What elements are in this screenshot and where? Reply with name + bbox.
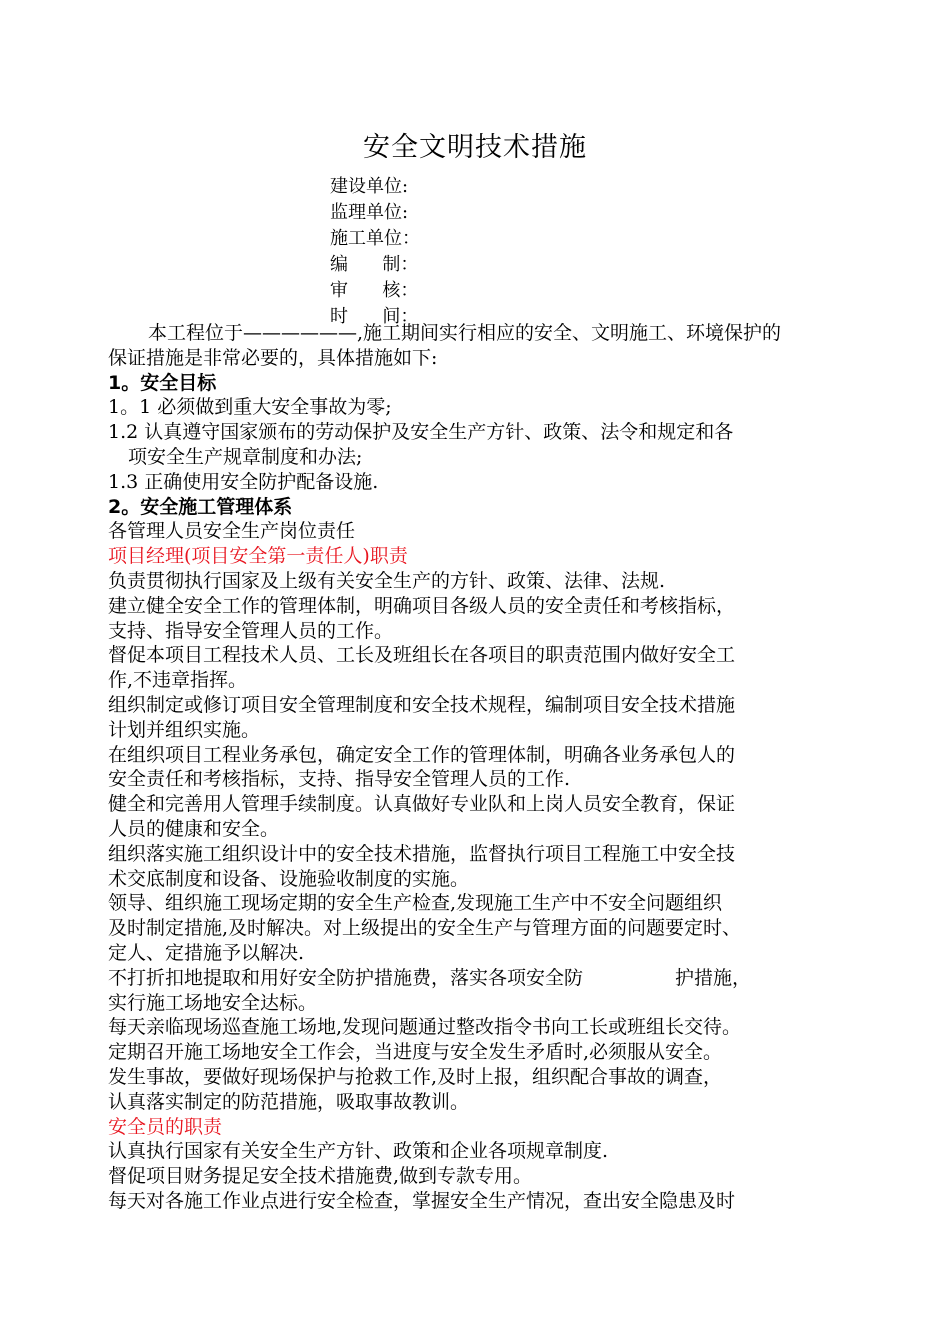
intro-line: 保证措施是非常必要的，具体措施如下: bbox=[108, 346, 438, 369]
goal-item: 1.3 正确使用安全防护配备设施. bbox=[108, 470, 379, 493]
pm-duty-line: 组织落实施工组织设计中的安全技术措施，监督执行项目工程施工中安全技 bbox=[108, 842, 736, 865]
safety-officer-duty-line: 督促项目财务提足安全技术措施费,做到专款专用。 bbox=[108, 1165, 533, 1188]
document-body bbox=[108, 321, 868, 1214]
safety-officer-duty-line: 认真执行国家有关安全生产方针、政策和企业各项规章制度. bbox=[108, 1140, 609, 1163]
pm-duty-line: 领导、组织施工现场定期的安全生产检查,发现施工生产中不安全问题组织 bbox=[108, 892, 723, 915]
pm-duty-line: 安全责任和考核指标，支持、指导安全管理人员的工作. bbox=[108, 768, 571, 791]
supervision-unit-label: 监理单位: bbox=[330, 202, 409, 223]
pm-duty-line: 定人、定措施予以解决. bbox=[108, 941, 305, 964]
goal-item: 1。1 必须做到重大安全事故为零; bbox=[108, 396, 392, 419]
pm-duty-line: 及时制定措施,及时解决。对上级提出的安全生产与管理方面的问题要定时、 bbox=[108, 917, 742, 940]
document-title: 安全文明技术措施 bbox=[363, 132, 587, 163]
pm-duty-line: 发生事故，要做好现场保护与抢救工作,及时上报，组织配合事故的调查， bbox=[108, 1065, 723, 1088]
pm-duty-split-part-b: 护措施， bbox=[675, 966, 752, 989]
goal-item: 1.2 认真遵守国家颁布的劳动保护及安全生产方针、政策、法令和规定和各 bbox=[108, 421, 734, 444]
pm-duty-line: 计划并组织实施。 bbox=[108, 718, 261, 741]
pm-duty-split-part-a: 不打折扣地提取和用好安全防护措施费，落实各项安全防 bbox=[108, 966, 584, 989]
safety-officer-heading: 安全员的职责 bbox=[108, 1115, 223, 1138]
pm-duty-line: 组织制定或修订项目安全管理制度和安全技术规程，编制项目安全技术措施 bbox=[108, 693, 736, 716]
date-label: 时 间： bbox=[330, 306, 419, 327]
section-heading-management-system: 2。安全施工管理体系 bbox=[108, 495, 293, 518]
subheading-responsibilities: 各管理人员安全生产岗位责任 bbox=[108, 520, 356, 543]
pm-duty-line: 认真落实制定的防范措施，吸取事故教训。 bbox=[108, 1090, 470, 1113]
contractor-unit-label: 施工单位： bbox=[330, 228, 420, 249]
construction-unit-label: 建设单位: bbox=[330, 176, 409, 197]
intro-line: 本工程位于——————,施工期间实行相应的安全、文明施工、环境保护的 bbox=[148, 322, 782, 344]
project-meta-block bbox=[330, 174, 420, 330]
pm-duty-line: 定期召开施工场地安全工作会，当进度与安全发生矛盾时,必须服从安全。 bbox=[108, 1041, 723, 1064]
pm-duty-split-line bbox=[108, 966, 868, 991]
reviewed-by-label: 审 核： bbox=[330, 280, 419, 301]
section-heading-safety-goals: 1。安全目标 bbox=[108, 371, 217, 394]
pm-duty-line: 每天亲临现场巡查施工场地,发现问题通过整改指令书向工长或班组长交待。 bbox=[108, 1016, 742, 1039]
pm-duty-line: 支持、指导安全管理人员的工作。 bbox=[108, 619, 394, 642]
pm-duty-line: 在组织项目工程业务承包，确定安全工作的管理体制，明确各业务承包人的 bbox=[108, 743, 736, 766]
pm-duties-heading: 项目经理(项目安全第一责任人)职责 bbox=[108, 545, 408, 568]
pm-duty-line: 人员的健康和安全。 bbox=[108, 817, 280, 840]
pm-duty-line: 建立健全安全工作的管理体制，明确项目各级人员的安全责任和考核指标， bbox=[108, 594, 736, 617]
goal-item-continuation: 项安全生产规章制度和办法; bbox=[128, 445, 363, 468]
pm-duty-line: 作,不违章指挥。 bbox=[108, 669, 248, 692]
safety-officer-duty-line: 每天对各施工作业点进行安全检查，掌握安全生产情况，查出安全隐患及时 bbox=[108, 1189, 736, 1212]
pm-duty-line: 督促本项目工程技术人员、工长及班组长在各项目的职责范围内做好安全工 bbox=[108, 644, 736, 667]
compiled-by-label: 编 制： bbox=[330, 254, 419, 275]
pm-duty-line: 实行施工场地安全达标。 bbox=[108, 991, 318, 1014]
pm-duty-line: 健全和完善用人管理手续制度。认真做好专业队和上岗人员安全教育，保证 bbox=[108, 793, 736, 816]
pm-duty-line: 术交底制度和设备、设施验收制度的实施。 bbox=[108, 867, 470, 890]
pm-duty-line: 负责贯彻执行国家及上级有关安全生产的方针、政策、法律、法规. bbox=[108, 569, 666, 592]
